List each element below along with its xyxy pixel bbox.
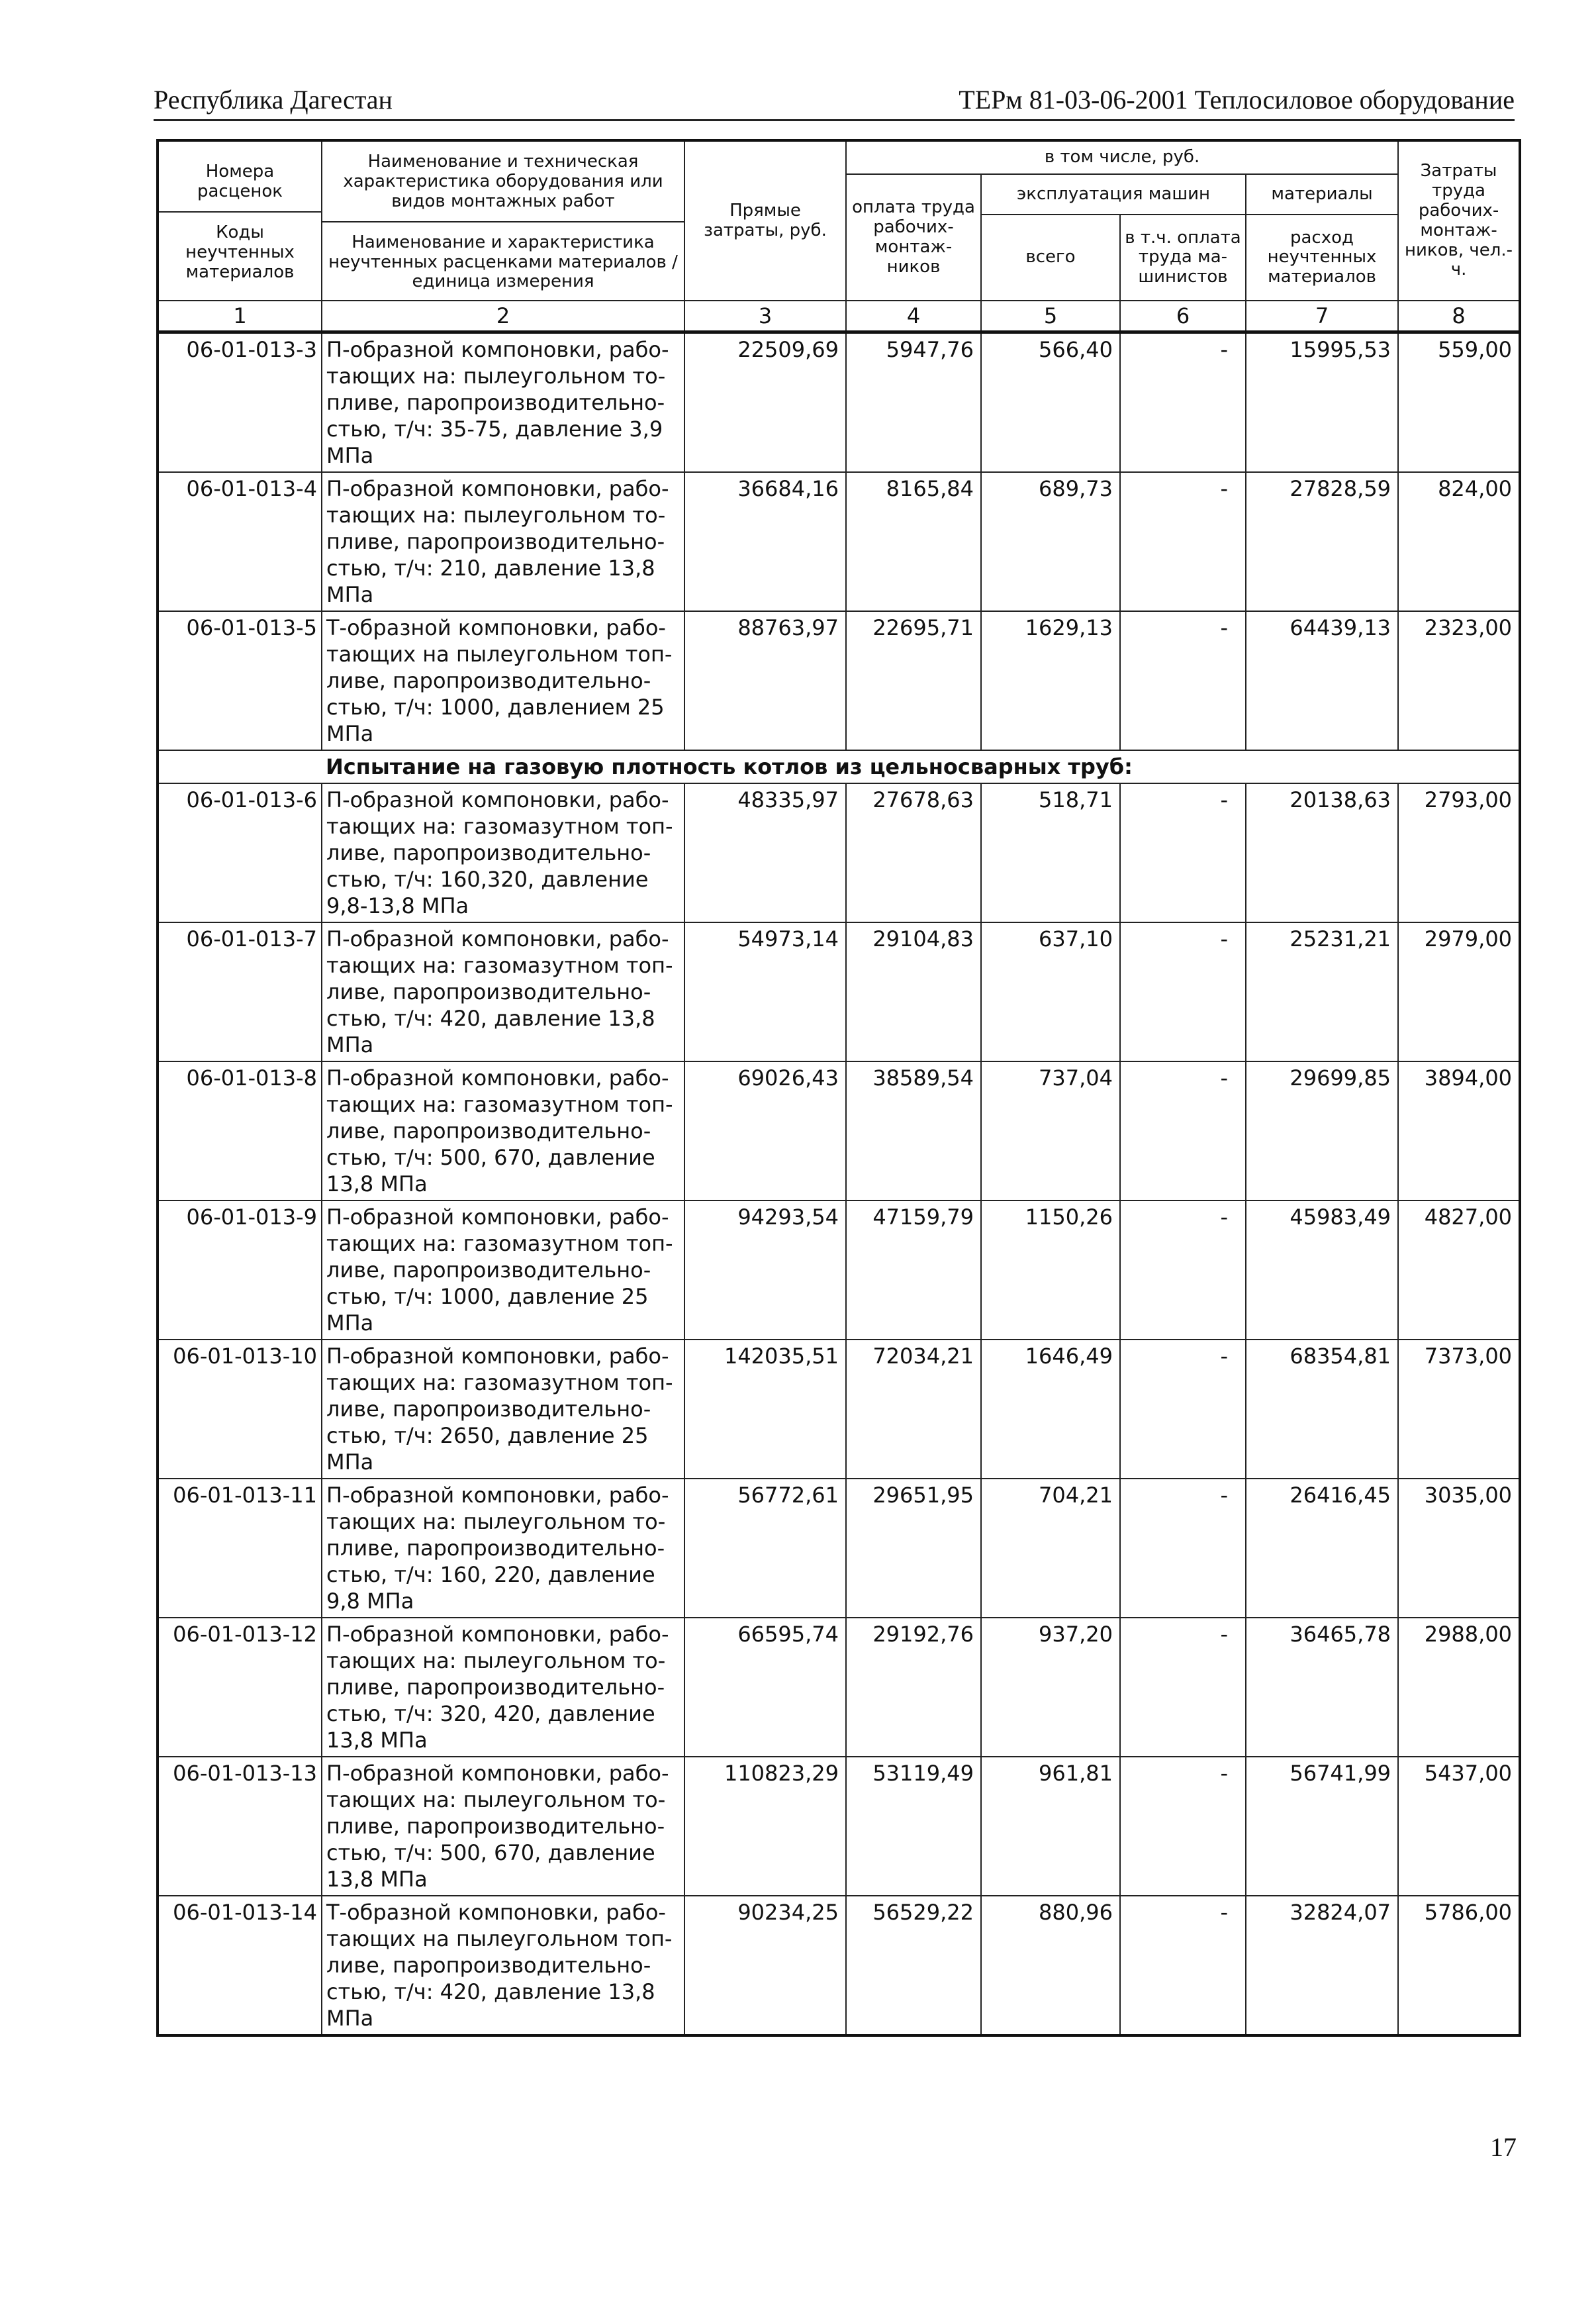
labor-pay: 53119,49 [846,1757,981,1896]
header-including: в том числе, руб. [846,140,1398,174]
table-row [158,472,1520,611]
header-col1 [158,140,322,301]
work-description: Т-образной компоновки, рабо-тающих на пылеугольном топ-ливе, паропроизводительно-стью, т/ч: 1000, давлением 25 МПа [322,611,684,750]
rate-code: 06-01-013-4 [158,472,322,611]
header-machine-total: всего [981,215,1120,301]
table-row [158,1340,1520,1479]
machine-costs: 566,40 [981,332,1120,473]
machine-costs: 961,81 [981,1757,1120,1896]
rate-code: 06-01-013-7 [158,922,322,1061]
machine-costs: 704,21 [981,1479,1120,1618]
labor-hours: 4827,00 [1398,1200,1520,1340]
machinist-pay: - [1120,611,1246,750]
machinist-pay: - [1120,1061,1246,1200]
header-labor-pay: оплата труда рабочих-монтаж-ников [846,174,981,301]
header-machinist-pay: в т.ч. оплата труда ма-шинистов [1120,215,1246,301]
labor-hours: 3894,00 [1398,1061,1520,1200]
labor-pay: 29192,76 [846,1618,981,1757]
header-labor-hours: Затраты труда рабочих-монтаж-ников, чел.-ч. [1398,140,1520,301]
rate-code: 06-01-013-12 [158,1618,322,1757]
header-col2 [322,140,684,301]
direct-costs: 36684,16 [684,472,846,611]
work-description: П-образной компоновки, рабо-тающих на: пылеугольном то-пливе, паропроизводительно-стью, т/ч: 320, 420, давление 13,8 МПа [322,1618,684,1757]
rate-code: 06-01-013-9 [158,1200,322,1340]
rate-code: 06-01-013-11 [158,1479,322,1618]
labor-hours: 5437,00 [1398,1757,1520,1896]
rate-code: 06-01-013-14 [158,1896,322,2035]
materials-cost: 36465,78 [1246,1618,1398,1757]
labor-pay: 38589,54 [846,1061,981,1200]
direct-costs: 90234,25 [684,1896,846,2035]
column-number: 6 [1120,301,1246,332]
machine-costs: 1150,26 [981,1200,1120,1340]
column-number: 3 [684,301,846,332]
labor-hours: 559,00 [1398,332,1520,473]
labor-pay: 29651,95 [846,1479,981,1618]
header-material-consumption: расход неучтенных материалов [1246,215,1398,301]
materials-cost: 29699,85 [1246,1061,1398,1200]
machinist-pay: - [1120,1618,1246,1757]
machine-costs: 737,04 [981,1061,1120,1200]
machine-costs: 518,71 [981,783,1120,922]
header-material-name: Наименование и характеристика неучтенных расценками материалов / единица измерения [328,232,678,292]
table-row [158,1618,1520,1757]
materials-cost: 15995,53 [1246,332,1398,473]
machine-costs: 937,20 [981,1618,1120,1757]
materials-cost: 56741,99 [1246,1757,1398,1896]
rate-code: 06-01-013-3 [158,332,322,473]
work-description: П-образной компоновки, рабо-тающих на: пылеугольном то-пливе, паропроизводительно-стью, т/ч: 500, 670, давление 13,8 МПа [322,1757,684,1896]
header-direct-costs: Прямые затраты, руб. [684,140,846,301]
header-material-codes: Коды неучтенных материалов [185,222,295,282]
direct-costs: 48335,97 [684,783,846,922]
header-rate-numbers: Номера расценок [159,152,321,213]
table-section [158,750,1520,783]
rate-code: 06-01-013-13 [158,1757,322,1896]
machinist-pay: - [1120,1200,1246,1340]
machine-costs: 1629,13 [981,611,1120,750]
work-description: П-образной компоновки, рабо-тающих на: пылеугольном то-пливе, паропроизводительно-стью, т/ч: 35-75, давление 3,9 МПа [322,332,684,473]
labor-hours: 7373,00 [1398,1340,1520,1479]
rate-code: 06-01-013-8 [158,1061,322,1200]
work-description: П-образной компоновки, рабо-тающих на: газомазутном топ-ливе, паропроизводительно-стью, т/ч: 2650, давление 25 МПа [322,1340,684,1479]
page-number: 17 [1490,2132,1517,2162]
labor-pay: 29104,83 [846,922,981,1061]
direct-costs: 56772,61 [684,1479,846,1618]
labor-hours: 5786,00 [1398,1896,1520,2035]
labor-pay: 8165,84 [846,472,981,611]
machinist-pay: - [1120,1896,1246,2035]
direct-costs: 142035,51 [684,1340,846,1479]
table-row [158,922,1520,1061]
labor-hours: 2323,00 [1398,611,1520,750]
machine-costs: 1646,49 [981,1340,1120,1479]
machinist-pay: - [1120,1479,1246,1618]
section-spacer [158,750,322,783]
table-header [158,140,1520,332]
labor-hours: 2988,00 [1398,1618,1520,1757]
table-row [158,1757,1520,1896]
materials-cost: 20138,63 [1246,783,1398,922]
machinist-pay: - [1120,1757,1246,1896]
column-number: 8 [1398,301,1520,332]
column-number: 1 [158,301,322,332]
direct-costs: 54973,14 [684,922,846,1061]
direct-costs: 22509,69 [684,332,846,473]
table-body-b [158,783,1520,2035]
labor-hours: 2793,00 [1398,783,1520,922]
table-body-a [158,332,1520,751]
materials-cost: 26416,45 [1246,1479,1398,1618]
rate-code: 06-01-013-5 [158,611,322,750]
column-number-row [158,301,1520,332]
work-description: П-образной компоновки, рабо-тающих на: газомазутном топ-ливе, паропроизводительно-стью, т/ч: 500, 670, давление 13,8 МПа [322,1061,684,1200]
column-number: 5 [981,301,1120,332]
machine-costs: 880,96 [981,1896,1120,2035]
header-materials: материалы [1246,174,1398,215]
labor-hours: 3035,00 [1398,1479,1520,1618]
machine-costs: 689,73 [981,472,1120,611]
materials-cost: 27828,59 [1246,472,1398,611]
machinist-pay: - [1120,472,1246,611]
estimate-table [156,139,1521,2037]
labor-hours: 824,00 [1398,472,1520,611]
column-number: 2 [322,301,684,332]
materials-cost: 45983,49 [1246,1200,1398,1340]
section-row [158,750,1520,783]
table-row [158,611,1520,750]
direct-costs: 66595,74 [684,1618,846,1757]
header-document-title: ТЕРм 81-03-06-2001 Теплосиловое оборудование [959,85,1515,115]
table-row [158,1061,1520,1200]
work-description: П-образной компоновки, рабо-тающих на: газомазутном топ-ливе, паропроизводительно-стью, т/ч: 160,320, давление 9,8-13,8 МПа [322,783,684,922]
direct-costs: 94293,54 [684,1200,846,1340]
work-description: П-образной компоновки, рабо-тающих на: пылеугольном то-пливе, паропроизводительно-стью, т/ч: 160, 220, давление 9,8 МПа [322,1479,684,1618]
rate-code: 06-01-013-10 [158,1340,322,1479]
direct-costs: 110823,29 [684,1757,846,1896]
rate-code: 06-01-013-6 [158,783,322,922]
labor-pay: 47159,79 [846,1200,981,1340]
direct-costs: 69026,43 [684,1061,846,1200]
work-description: Т-образной компоновки, рабо-тающих на пылеугольном топ-ливе, паропроизводительно-стью, т/ч: 420, давление 13,8 МПа [322,1896,684,2035]
work-description: П-образной компоновки, рабо-тающих на: пылеугольном то-пливе, паропроизводительно-стью, т/ч: 210, давление 13,8 МПа [322,472,684,611]
column-number: 4 [846,301,981,332]
work-description: П-образной компоновки, рабо-тающих на: газомазутном топ-ливе, паропроизводительно-стью, т/ч: 1000, давление 25 МПа [322,1200,684,1340]
labor-pay: 72034,21 [846,1340,981,1479]
direct-costs: 88763,97 [684,611,846,750]
table-row [158,783,1520,922]
table-row [158,1896,1520,2035]
materials-cost: 64439,13 [1246,611,1398,750]
header-region: Республика Дагестан [154,85,393,115]
labor-hours: 2979,00 [1398,922,1520,1061]
labor-pay: 22695,71 [846,611,981,750]
header-machine-operation: эксплуатация машин [981,174,1246,215]
work-description: П-образной компоновки, рабо-тающих на: газомазутном топ-ливе, паропроизводительно-стью, т/ч: 420, давление 13,8 МПа [322,922,684,1061]
table-row [158,332,1520,473]
machinist-pay: - [1120,332,1246,473]
page-header [154,79,1515,121]
labor-pay: 27678,63 [846,783,981,922]
materials-cost: 25231,21 [1246,922,1398,1061]
labor-pay: 56529,22 [846,1896,981,2035]
labor-pay: 5947,76 [846,332,981,473]
column-number: 7 [1246,301,1398,332]
machinist-pay: - [1120,783,1246,922]
header-work-name: Наименование и техническая характеристика оборудования или видов монтажных работ [322,142,684,222]
materials-cost: 68354,81 [1246,1340,1398,1479]
machinist-pay: - [1120,1340,1246,1479]
materials-cost: 32824,07 [1246,1896,1398,2035]
machinist-pay: - [1120,922,1246,1061]
table-row [158,1479,1520,1618]
table-row [158,1200,1520,1340]
machine-costs: 637,10 [981,922,1120,1061]
section-title: Испытание на газовую плотность котлов из цельносварных труб: [322,750,1520,783]
